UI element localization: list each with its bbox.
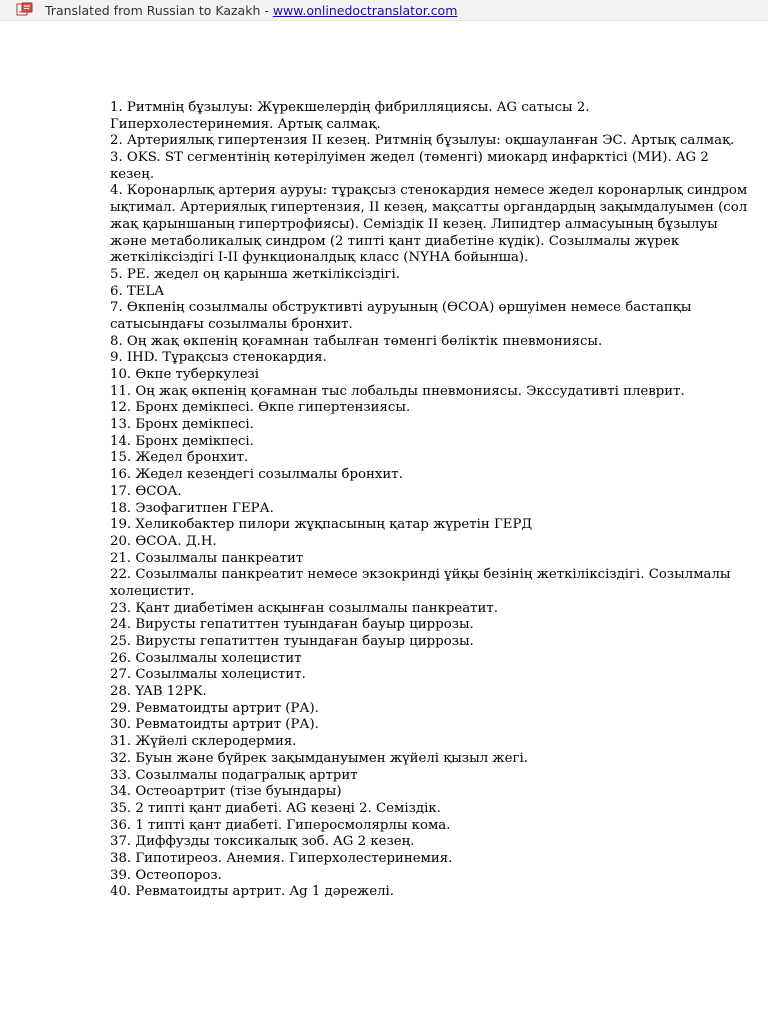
- document-line: 30. Ревматоидты артрит (РА).: [110, 717, 319, 733]
- document-line: 36. 1 типті қант диабеті. Гиперосмолярлы кома.: [110, 817, 451, 833]
- document-line: 38. Гипотиреоз. Анемия. Гиперхолестеринемия.: [110, 850, 453, 866]
- document-line: 24. Вирусты гепатиттен туындаған бауыр циррозы.: [110, 617, 474, 633]
- document-line: 4. Коронарлық артерия ауруы: тұрақсыз стенокардия немесе жедел коронарлық синдром: [110, 183, 748, 199]
- document-line: 1. Ритмнің бұзылуы: Жүрекшелердің фибрилляциясы. AG сатысы 2.: [110, 100, 590, 115]
- document-line: 37. Диффузды токсикалық зоб. AG 2 кезең.: [110, 834, 415, 850]
- document-line: 25. Вирусты гепатиттен туындаған бауыр циррозы.: [110, 634, 474, 649]
- document-line: және метаболикалық синдром (2 типті қант диабетіне күдік). Созылмалы жүрек: [110, 233, 680, 249]
- document-line: 13. Бронх демікпесі.: [110, 417, 254, 433]
- document-line: 19. Хеликобактер пилори жұқпасының қатар жүретін ГЕРД: [110, 517, 533, 533]
- document-line: сатысындағы созылмалы бронхит.: [110, 316, 353, 332]
- document-line: 9. IHD. Тұрақсыз стенокардия.: [110, 350, 327, 366]
- document-line: 7. Өкпенің созылмалы обструктивті ауруының (ӨСОА) өршуімен немесе бастапқы: [110, 300, 692, 316]
- document-line: 39. Остеопороз.: [110, 867, 222, 883]
- document-line: 22. Созылмалы панкреатит немесе экзокринді ұйқы безінің жеткіліксіздігі. Созылмалы: [110, 567, 731, 583]
- banner-prefix: Translated from Russian to Kazakh -: [45, 3, 273, 18]
- translation-banner: [0, 0, 768, 21]
- document-body: [110, 100, 748, 901]
- document-line: 5. PE. жедел оң қарынша жеткіліксіздігі.: [110, 266, 400, 282]
- document-line: 21. Созылмалы панкреатит: [110, 550, 304, 566]
- document-line: 20. ӨСОА. Д.Н.: [110, 533, 217, 549]
- document-line: 18. Эзофагитпен ГЕРА.: [110, 500, 274, 516]
- document-line: 27. Созылмалы холецистит.: [110, 667, 306, 683]
- translator-link[interactable]: www.onlinedoctranslator.com: [272, 3, 458, 18]
- document-line: 17. ӨСОА.: [110, 483, 182, 499]
- document-line: 12. Бронх демікпесі. Өкпе гипертензиясы.: [110, 400, 411, 416]
- document-line: 6. TELA: [110, 283, 164, 299]
- document-line: 29. Ревматоидты артрит (РА).: [110, 700, 319, 716]
- banner-text: [45, 4, 457, 18]
- document-line: кезең.: [110, 166, 155, 182]
- document-line: ықтимал. Артериялық гипертензия, II кезең, мақсатты органдардың зақымдалуымен (сол: [110, 200, 748, 216]
- document-translate-icon: [16, 2, 34, 17]
- document-line: 14. Бронх демікпесі.: [110, 433, 254, 449]
- document-line: жақ қарыншаның гипертрофиясы). Семіздік II кезең. Липидтер алмасуының бұзылуы: [110, 216, 718, 232]
- document-line: жеткіліксіздігі I-II функционалдық класс (NYHA бойынша).: [110, 250, 529, 266]
- document-line: 33. Созылмалы подагралық артрит: [110, 767, 358, 783]
- document-line: 3. OKS. ST сегментінің көтерілуімен жедел (төменгі) миокард инфарктісі (МИ). AG 2: [110, 150, 709, 166]
- document-line: 26. Созылмалы холецистит: [110, 650, 302, 666]
- document-line: 16. Жедел кезеңдегі созылмалы бронхит.: [110, 467, 403, 483]
- document-line: 34. Остеоартрит (тізе буындары): [110, 784, 342, 800]
- document-line: 2. Артериялық гипертензия II кезең. Ритмнің бұзылуы: оқшауланған ЭС. Артық салмақ.: [110, 133, 735, 149]
- document-line: 23. Қант диабетімен асқынған созылмалы панкреатит.: [110, 600, 498, 616]
- document-line: 35. 2 типті қант диабеті. AG кезеңі 2. Семіздік.: [110, 800, 441, 816]
- document-line: 28. YAB 12PK.: [110, 684, 207, 700]
- document-line: 40. Ревматоидты артрит. Ag 1 дәрежелі.: [110, 884, 394, 900]
- document-line: 31. Жүйелі склеродермия.: [110, 734, 297, 750]
- document-line: 15. Жедел бронхит.: [110, 450, 249, 466]
- document-line: 32. Буын және бүйрек зақымдануымен жүйелі қызыл жегі.: [110, 750, 528, 766]
- document-line: холецистит.: [110, 583, 195, 599]
- document-line: 11. Оң жақ өкпенің қоғамнан тыс лобальды пневмониясы. Экссудативті плеврит.: [110, 383, 685, 399]
- document-line: 8. Оң жақ өкпенің қоғамнан табылған төменгі бөліктік пневмониясы.: [110, 333, 603, 349]
- document-line: 10. Өкпе туберкулезі: [110, 367, 260, 382]
- document-line: Гиперхолестеринемия. Артық салмақ.: [110, 116, 381, 132]
